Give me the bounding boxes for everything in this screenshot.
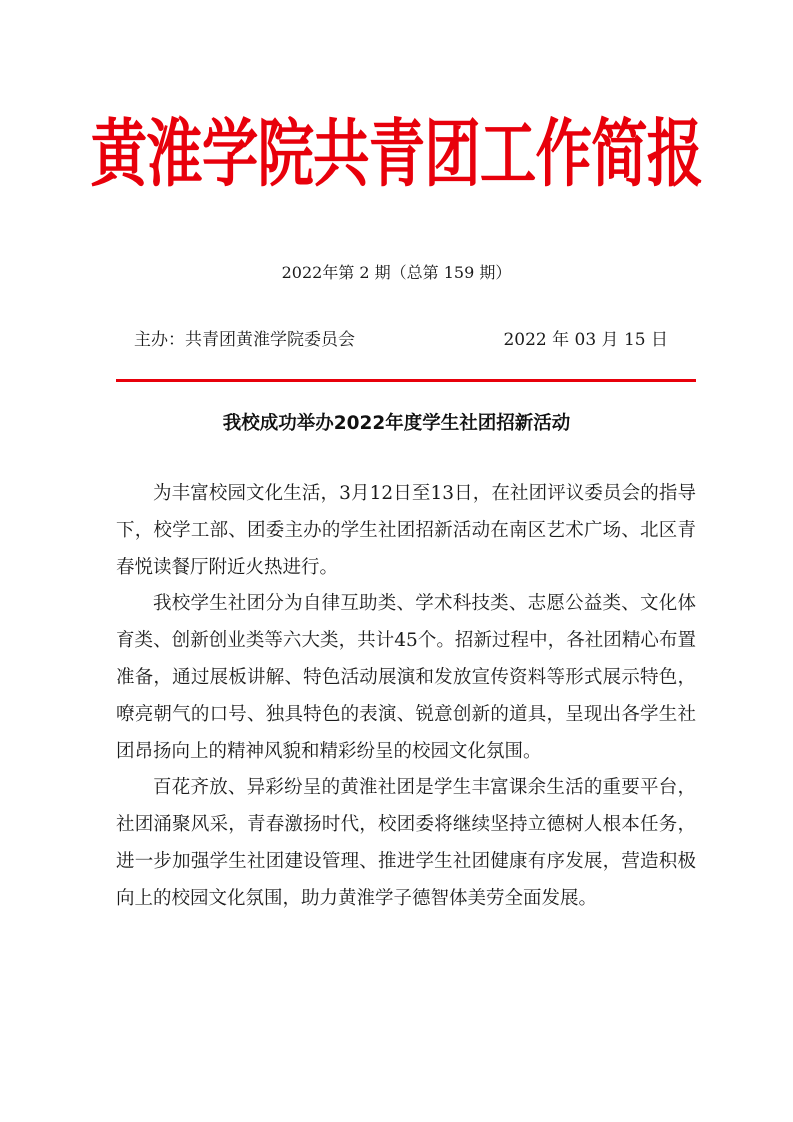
organizer-label: 主办：共青团黄淮学院委员会 xyxy=(134,330,355,350)
red-divider-rule xyxy=(116,379,696,382)
newsletter-masthead-title: 黄淮学院共青团工作简报 xyxy=(90,111,703,198)
article-paragraph: 为丰富校园文化生活，3月12日至13日，在社团评议委员会的指导下，校学工部、团委主办的学生社团招新活动在南区艺术广场、北区青春悦读餐厅附近火热进行。 xyxy=(116,483,696,578)
article-paragraph: 我校学生社团分为自律互助类、学术科技类、志愿公益类、文化体育类、创新创业类等六大类，共计45个。招新过程中，各社团精心布置准备，通过展板讲解、特色活动展演和发放宣传资料等形式展示特色，嘹亮朝气的口号、独具特色的表演、锐意创新的道具，呈现出各学生社团昂扬向上的精神风貌和精彩纷呈的校园文化氛围。 xyxy=(116,593,696,762)
article-paragraph: 百花齐放、异彩纷呈的黄淮社团是学生丰富课余生活的重要平台，社团涌聚风采，青春激扬时代，校团委将继续坚持立德树人根本任务，进一步加强学生社团建设管理、推进学生社团健康有序发展，营造积极向上的校园文化氛围，助力黄淮学子德智体美劳全面发展。 xyxy=(116,777,696,909)
article-body xyxy=(116,476,696,918)
article-headline: 我校成功举办2022年度学生社团招新活动 xyxy=(222,413,571,434)
publication-date: 2022 年 03 月 15 日 xyxy=(503,330,668,350)
issue-number: 2022年第 2 期（总第 159 期） xyxy=(281,263,512,282)
publication-meta-row xyxy=(134,328,668,352)
